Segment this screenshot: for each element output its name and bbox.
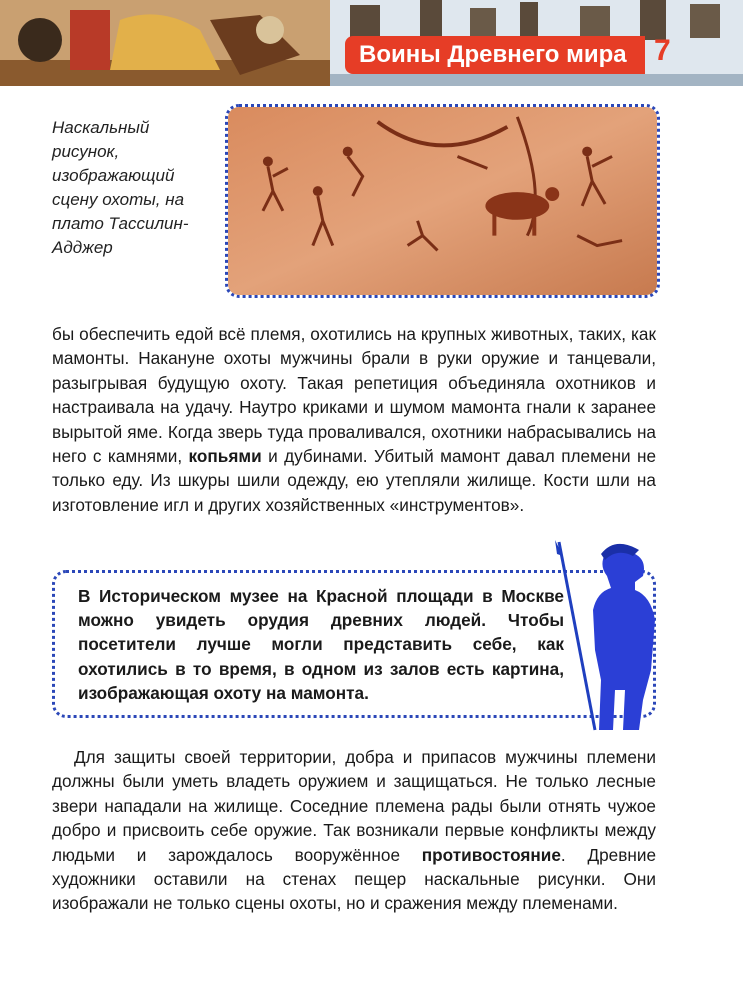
body-paragraph-2: [52, 745, 656, 916]
paragraph2-bold-term: противостояние: [421, 844, 561, 865]
body-paragraph-1: [52, 322, 656, 517]
rock-painting-image: [228, 107, 657, 295]
paragraph1-bold-term: копьями: [188, 446, 262, 467]
figure-caption: Наскальный рисунок, изображающий сцену охоты, на плато Тассилин-Адджер: [52, 118, 189, 257]
warrior-silhouette-icon: [555, 540, 660, 735]
rock-art-photo-frame: [225, 104, 660, 298]
header-banner: [0, 0, 743, 86]
page-number: 7: [654, 34, 671, 67]
paragraph2-text-start: Для защиты своей территории, добра и припасов мужчины племени должны были уметь владеть оружием и защищаться. Не только лесные звери нападали на жилище. Соседние племена рады были отнять чужое добро и присвоить себе оружие. Так возникали первые конфликты между людьми и зарождалось вооружённое: [52, 747, 656, 865]
fact-box-text: В Историческом музее на Красной площади в Москве можно увидеть орудия древних людей. Чтобы посетители лучше могли представить себе, как охотились в то время, в одном из залов есть картина, изображающая охоту на мамонта.: [78, 586, 564, 703]
section-title: Воины Древнего мира: [345, 36, 645, 74]
paragraph1-text-start: бы обеспечить едой всё племя, охотились на крупных животных, таких, как мамонты. Накануне охоты мужчины брали в руки оружие и танцевали, разыгрывая будущую охоту. Такая репетиция объединяла охотников и настраивала на удачу. Наутро криками и шумом мамонта гнали к заранее вырытой яме. Когда зверь туда проваливался, охотники набрасывались на него с камнями,: [52, 324, 656, 467]
paragraph1-text-end: и дубинами. Убитый мамонт давал племени не только еду. Из шкуры шили одежду, ею утепляли жилище. Кости шли на изготовление игл и других хозяйственных «инструментов».: [52, 446, 657, 515]
paragraph2-text-end: . Древние художники оставили на стенах пещер наскальные рисунки. Они изображали не только сцены охоты, но и сражения между племенами.: [52, 844, 656, 914]
